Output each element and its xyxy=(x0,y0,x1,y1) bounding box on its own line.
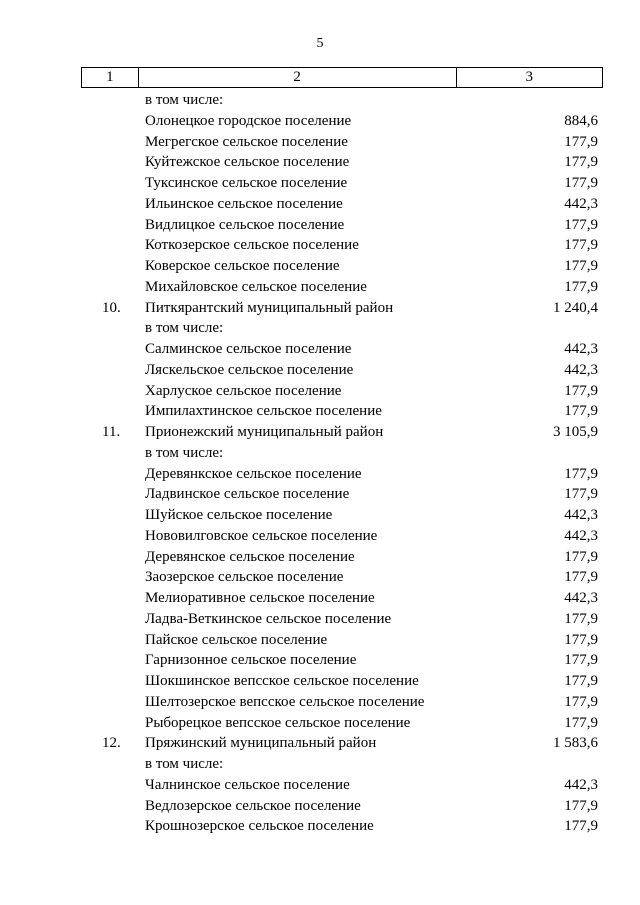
row-name: Салминское сельское поселение xyxy=(145,341,352,357)
row-value: 442,3 xyxy=(564,590,598,606)
row-name: Ильинское сельское поселение xyxy=(145,195,343,212)
row-name: Мелиоративное сельское поселение xyxy=(145,590,375,606)
row-name: в том числе: xyxy=(145,444,224,461)
row-value: 177,9 xyxy=(564,175,598,191)
table-row xyxy=(0,215,640,236)
row-value: 177,9 xyxy=(564,258,598,274)
row-name: Деревянское сельское поселение xyxy=(145,548,355,565)
row-name: Ладва-Веткинское сельское поселение xyxy=(145,610,392,627)
row-value: 177,9 xyxy=(564,693,598,710)
row-value: 177,9 xyxy=(564,818,598,835)
row-value: 177,9 xyxy=(564,652,598,669)
table-row xyxy=(0,381,640,402)
row-name: Шуйское сельское поселение xyxy=(145,507,333,523)
row-name: Чалнинское сельское поселение xyxy=(145,776,350,793)
page-number: 5 xyxy=(316,36,324,51)
table-row xyxy=(0,235,640,256)
row-name: Крошнозерское сельское поселение xyxy=(145,818,374,835)
row-name: Гарнизонное сельское поселение xyxy=(145,652,357,669)
row-value: 1 583,6 xyxy=(553,735,598,752)
table-row xyxy=(0,422,640,443)
row-name: Заозерское сельское поселение xyxy=(145,569,344,586)
row-value: 442,3 xyxy=(564,527,598,544)
row-value: 177,9 xyxy=(564,465,598,482)
row-value: 177,9 xyxy=(564,133,598,150)
row-value: 177,9 xyxy=(564,237,598,254)
row-name: в том числе: xyxy=(145,92,224,108)
table-body xyxy=(0,90,640,837)
row-value: 3 105,9 xyxy=(553,424,598,440)
row-value: 177,9 xyxy=(564,154,598,171)
row-value: 177,9 xyxy=(564,610,598,627)
row-number: 12. xyxy=(102,735,121,752)
row-value: 177,9 xyxy=(564,797,598,814)
table-row xyxy=(0,256,640,277)
row-name: Куйтежское сельское поселение xyxy=(145,154,350,171)
table-row xyxy=(0,339,640,360)
row-name: в том числе: xyxy=(145,756,224,772)
table-row xyxy=(0,713,640,734)
row-name: Шелтозерское вепсское сельское поселение xyxy=(145,693,425,710)
table-row xyxy=(0,132,640,153)
row-name: Мегрегское сельское поселение xyxy=(145,133,348,150)
table-row xyxy=(0,588,640,609)
row-number: 11. xyxy=(102,424,121,440)
row-value: 884,6 xyxy=(564,112,598,129)
table-row xyxy=(0,547,640,568)
table-row xyxy=(0,671,640,692)
row-value: 442,3 xyxy=(564,507,598,523)
table-row xyxy=(0,464,640,485)
table-row xyxy=(0,443,640,464)
table-header xyxy=(81,67,603,88)
table-row xyxy=(0,733,640,754)
row-name: Михайловское сельское поселение xyxy=(145,278,367,295)
table-row xyxy=(0,173,640,194)
table-row xyxy=(0,277,640,298)
row-name: Пайское сельское поселение xyxy=(145,631,328,648)
row-value: 442,3 xyxy=(564,776,598,793)
table-row xyxy=(0,796,640,817)
header-row xyxy=(82,68,603,88)
table-row xyxy=(0,754,640,775)
table-row xyxy=(0,111,640,132)
row-name: Коткозерское сельское поселение xyxy=(145,237,359,254)
row-value: 1 240,4 xyxy=(553,299,598,316)
table-row xyxy=(0,360,640,381)
table-row xyxy=(0,650,640,671)
row-name: Видлицкое сельское поселение xyxy=(145,216,345,233)
row-value: 177,9 xyxy=(564,278,598,295)
table-row xyxy=(0,401,640,422)
row-value: 177,9 xyxy=(564,714,598,731)
row-value: 442,3 xyxy=(564,341,598,357)
row-name: Пряжинский муниципальный район xyxy=(145,735,377,752)
table-row xyxy=(0,692,640,713)
row-value: 177,9 xyxy=(564,548,598,565)
table-row xyxy=(0,816,640,837)
row-name: Туксинское сельское поселение xyxy=(145,175,348,191)
table-row xyxy=(0,567,640,588)
row-value: 177,9 xyxy=(564,569,598,586)
row-name: Ведлозерское сельское поселение xyxy=(145,797,361,814)
row-value: 177,9 xyxy=(564,403,598,420)
row-name: Шокшинское вепсское сельское поселение xyxy=(145,673,419,689)
row-value: 177,9 xyxy=(564,382,598,399)
table-row xyxy=(0,505,640,526)
row-name: Прионежский муниципальный район xyxy=(145,424,384,440)
row-value: 177,9 xyxy=(564,673,598,689)
table-row xyxy=(0,90,640,111)
table-row xyxy=(0,318,640,339)
table-row xyxy=(0,152,640,173)
table-row xyxy=(0,775,640,796)
row-name: Олонецкое городское поселение xyxy=(145,112,352,129)
table-row xyxy=(0,484,640,505)
table-row xyxy=(0,526,640,547)
row-value: 442,3 xyxy=(564,361,598,378)
table-row xyxy=(0,630,640,651)
row-value: 442,3 xyxy=(564,195,598,212)
row-name: Ляскельское сельское поселение xyxy=(145,361,354,378)
row-name: Коверское сельское поселение xyxy=(145,258,340,274)
table-row xyxy=(0,298,640,319)
header-col-3: 3 xyxy=(456,68,602,88)
row-name: Рыборецкое вепсское сельское поселение xyxy=(145,714,411,731)
row-value: 177,9 xyxy=(564,216,598,233)
row-value: 177,9 xyxy=(564,631,598,648)
row-name: Нововилговское сельское поселение xyxy=(145,527,378,544)
header-col-2: 2 xyxy=(138,68,456,88)
header-col-1: 1 xyxy=(82,68,139,88)
table-row xyxy=(0,194,640,215)
row-name: Импилахтинское сельское поселение xyxy=(145,403,382,420)
row-name: Харлуское сельское поселение xyxy=(145,382,342,399)
table-row xyxy=(0,609,640,630)
row-name: Питкярантский муниципальный район xyxy=(145,299,394,316)
row-value: 177,9 xyxy=(564,486,598,503)
row-name: в том числе: xyxy=(145,320,224,337)
row-name: Ладвинское сельское поселение xyxy=(145,486,350,503)
row-number: 10. xyxy=(102,299,121,316)
row-name: Деревянкское сельское поселение xyxy=(145,465,362,482)
